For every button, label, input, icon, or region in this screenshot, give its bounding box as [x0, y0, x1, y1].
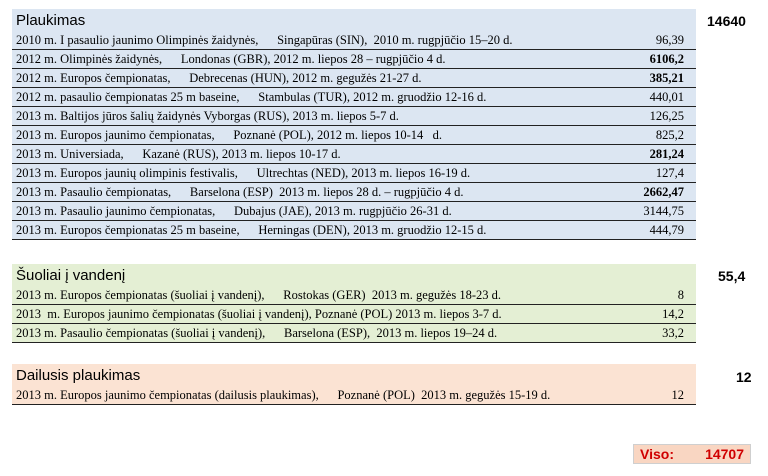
event-amount: 440,01 [649, 90, 684, 104]
table-row [12, 69, 696, 88]
section-rows [12, 386, 696, 405]
event-description: 2010 m. I pasaulio jaunimo Olimpinės žaidynės, Singapūras (SIN), 2010 m. rugpjūčio 15–20 d. [16, 33, 513, 47]
section-suoliai [12, 264, 696, 343]
section-total-dailusis: 12 [736, 369, 752, 385]
section-title: Dailusis plaukimas [16, 367, 141, 384]
table-row [12, 286, 696, 305]
grand-total-box [633, 444, 751, 464]
table-row [12, 386, 696, 405]
event-description: 2013 m. Europos jaunimo čempionatas (šuoliai į vandenį), Poznanė (POL) 2013 m. liepos 3-7 d. [16, 307, 502, 321]
event-amount: 2662,47 [643, 185, 684, 199]
event-amount: 281,24 [649, 147, 684, 161]
table-row [12, 126, 696, 145]
grand-total-value: 14707 [705, 446, 744, 462]
table-row [12, 324, 696, 343]
grand-total-label: Viso: [640, 446, 674, 462]
table-row [12, 164, 696, 183]
event-amount: 33,2 [662, 326, 684, 340]
event-amount: 12 [671, 388, 684, 402]
table-row [12, 88, 696, 107]
section-dailusis [12, 364, 696, 405]
event-description: 2012 m. pasaulio čempionatas 25 m baseine, Stambulas (TUR), 2012 m. gruodžio 12-16 d. [16, 90, 487, 104]
event-description: 2013 m. Europos jaunimo čempionatas (dailusis plaukimas), Poznanė (POL) 2013 m. gegužės 15-19 d. [16, 388, 551, 402]
table-row [12, 107, 696, 126]
table-row [12, 202, 696, 221]
event-amount: 127,4 [655, 166, 684, 180]
event-description: 2013 m. Europos čempionatas 25 m baseine, Herningas (DEN), 2013 m. gruodžio 12-15 d. [16, 223, 487, 237]
section-title: Šuoliai į vandenį [16, 267, 126, 284]
event-amount: 14,2 [662, 307, 684, 321]
table-row [12, 305, 696, 324]
section-total-suoliai: 55,4 [718, 268, 746, 284]
event-amount: 444,79 [649, 223, 684, 237]
event-description: 2013 m. Pasaulio čempionatas, Barselona (ESP) 2013 m. liepos 28 d. – rugpjūčio 4 d. [16, 185, 464, 199]
event-description: 2013 m. Universiada, Kazanė (RUS), 2013 m. liepos 10-17 d. [16, 147, 341, 161]
table-row [12, 50, 696, 69]
section-title: Plaukimas [16, 12, 86, 29]
event-amount: 8 [677, 288, 684, 302]
section-plaukimas [12, 9, 696, 240]
table-row [12, 31, 696, 50]
event-amount: 385,21 [649, 71, 684, 85]
event-amount: 6106,2 [649, 52, 684, 66]
event-description: 2012 m. Olimpinės žaidynės, Londonas (GBR), 2012 m. liepos 28 – rugpjūčio 4 d. [16, 52, 446, 66]
event-amount: 96,39 [655, 33, 684, 47]
event-description: 2013 m. Pasaulio čempionatas (šuoliai į vandenį), Barselona (ESP), 2013 m. liepos 19–24 d. [16, 326, 498, 340]
event-description: 2012 m. Europos čempionatas, Debrecenas (HUN), 2012 m. gegužės 21-27 d. [16, 71, 422, 85]
event-description: 2013 m. Europos čempionatas (šuoliai į vandenį), Rostokas (GER) 2013 m. gegužės 18-23 d. [16, 288, 501, 302]
event-amount: 825,2 [655, 128, 684, 142]
table-row [12, 145, 696, 164]
event-description: 2013 m. Europos jaunimo čempionatas, Poznanė (POL), 2012 m. liepos 10-14 d. [16, 128, 442, 142]
section-rows [12, 31, 696, 240]
section-rows [12, 286, 696, 343]
table-row [12, 183, 696, 202]
event-amount: 3144,75 [643, 204, 684, 218]
event-description: 2013 m. Baltijos jūros šalių žaidynės Vyborgas (RUS), 2013 m. liepos 5-7 d. [16, 109, 399, 123]
table-row [12, 221, 696, 240]
event-description: 2013 m. Pasaulio jaunimo čempionatas, Dubajus (JAE), 2013 m. rugpjūčio 26-31 d. [16, 204, 452, 218]
section-total-plaukimas: 14640 [707, 13, 746, 29]
event-description: 2013 m. Europos jaunių olimpinis festivalis, Ultrechtas (NED), 2013 m. liepos 16-19 d. [16, 166, 471, 180]
event-amount: 126,25 [649, 109, 684, 123]
